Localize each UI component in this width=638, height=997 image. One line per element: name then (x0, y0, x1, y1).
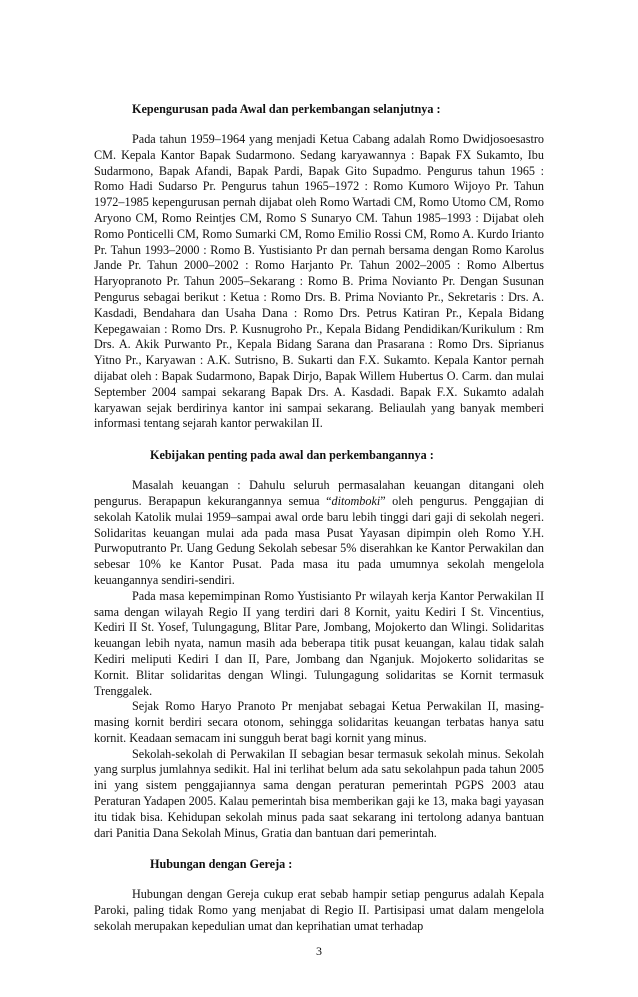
paragraph-masalah-keuangan (94, 478, 544, 589)
paragraph-haryo-pranoto: Sejak Romo Haryo Pranoto Pr menjabat sebagai Ketua Perwakilan II, masing-masing kornit berdiri secara otonom, sehingga solidaritas keuangan terbatas hanya satu kornit. Keadaan semacam ini sungguh berat bagi kornit yang minus. (94, 699, 544, 745)
section-heading-hubungan-gereja: Hubungan dengan Gereja : (150, 857, 293, 872)
section-heading-kepengurusan: Kepengurusan pada Awal dan perkembangan selanjutnya : (132, 102, 441, 116)
paragraph-sekolah-minus: Sekolah-sekolah di Perwakilan II sebagian besar termasuk sekolah minus. Sekolah yang surplus jumlahnya sedikit. Hal ini terlihat belum ada satu sekolahpun pada tahun 2005 ini yang sistem penggajiannya sama dengan peraturan pemerintah PGPS 2003 atau Peraturan Yadapen 2005. Kalau pemerintah bisa memberikan gaji ke 13, maka bagi yayasan itu tidak bisa. Kehidupan sekolah minus pada saat sekarang ini tertolong adanya bantuan dari Panitia Dana Sekolah Minus, Gratia dan bantuan dari pemerintah. (94, 746, 544, 840)
paragraph-text: Masalah keuangan : Dahulu seluruh permasalahan keuangan ditangani oleh pengurus. Berapapun kekurangannya semua “ (94, 478, 544, 508)
section-heading-kebijakan: Kebijakan penting pada awal dan perkembangannya : (150, 448, 434, 463)
page-number: 3 (316, 944, 322, 958)
italic-term: ditomboki (331, 493, 381, 508)
paragraph-kepemimpinan-yustisianto: Pada masa kepemimpinan Romo Yustisianto Pr wilayah kerja Kantor Perwakilan II sama dengan wilayah Regio II yang terdiri dari 8 Kornit, yaitu Kediri I St. Vincentius, Kediri II St. Yosef, Tulungagung, Blitar Pare, Jombang, Mojokerto dan Wlingi. Solidaritas keuangan lebih nyata, namun masih ada beberapa titik pusat keuangan, kalau tidak salah Kediri meliputi Kediri I dan II, Pare, Jombang dan Nganjuk. Mojokerto solidaritas se Kornit. Blitar solidaritas dengan Wlingi. Tulungagung solidaritas se Kornit termasuk Trenggalek. (94, 588, 544, 698)
paragraph-text: ” oleh pengurus. Penggajian di sekolah Katolik mulai 1959–sampai awal orde baru lebih tinggi dari gaji di sekolah negeri. Solidaritas keuangan mulai ada pada masa Pusat Yayasan dipimpin oleh Romo Y.H. Purwoputranto Pr. Uang Gedung Sekolah sebesar 5% diserahkan ke Kantor Perwakilan dan sebesar 10% ke Kantor Pusat. Pada masa itu pada umumnya sekolah mengelola keuangannya sendiri-sendiri. (94, 493, 544, 587)
document-page (94, 101, 544, 935)
paragraph-kepengurusan: Pada tahun 1959–1964 yang menjadi Ketua Cabang adalah Romo Dwidjosoesastro CM. Kepala Kantor Bapak Sudarmono. Sedang karyawannya : Bapak FX Sukamto, Ibu Sudarmono, Bapak Afandi, Bapak Pardi, Bapak Gito Supadmo. Pengurus tahun 1965 : Romo Hadi Sudarso Pr. Pengurus tahun 1965–1972 : Romo Kumoro Wijoyo Pr. Tahun 1972–1985 kepengurusan pernah dijabat oleh Romo Wartadi CM, Romo Utomo CM, Romo Aryono CM, Romo Reintjes CM, Romo S Sunaryo CM. Tahun 1985–1993 : Dijabat oleh Romo Ponticelli CM, Romo Sumarki CM, Romo Emilio Rossi CM, Romo A. Kurdo Irianto Pr. Tahun 1993–2000 : Romo B. Yustisianto Pr dan pernah bersama dengan Romo Karolus Jande Pr. Tahun 2000–2002 : Romo Harjanto Pr. Tahun 2002–2005 : Romo Albertus Haryopranoto Pr. Tahun 2005–Sekarang : Romo B. Prima Novianto Pr. Dengan Susunan Pengurus sebagai berikut : Ketua : Romo Drs. B. Prima Novianto Pr., Sekretaris : Drs. A. Kasdadi, Bendahara dan Usaha Dana : Romo Drs. Petrus Katiran Pr., Kepala Bidang Kepegawaian : Romo Drs. P. Kusnugroho Pr., Kepala Bidang Pendidikan/Kurikulum : Rm Drs. A. Akik Purwanto Pr., Kepala Bidang Sarana dan Prasarana : Romo Drs. Siprianus Yitno Pr., Karyawan : A.K. Sutrisno, B. Sukarti dan F.X. Sukamto. Kepala Kantor pernah dijabat oleh : Bapak Sudarmono, Bapak Dirjo, Bapak Willem Hubertus O. Carm. dan mulai September 2004 sampai sekarang Bapak Drs. A. Kasdadi. Bapak F.X. Sukamto adalah karyawan sejak berdirinya kantor ini sampai sekarang. Beliaulah yang banyak memberi informasi tentang sejarah kantor perwakilan II. (94, 132, 544, 431)
paragraph-hubungan-gereja: Hubungan dengan Gereja cukup erat sebab hampir setiap pengurus adalah Kepala Paroki, paling tidak Romo yang menjabat di Regio II. Partisipasi umat dalam mengelola sekolah merupakan kepedulian umat dan keprihatian umat terhadap (94, 887, 544, 934)
